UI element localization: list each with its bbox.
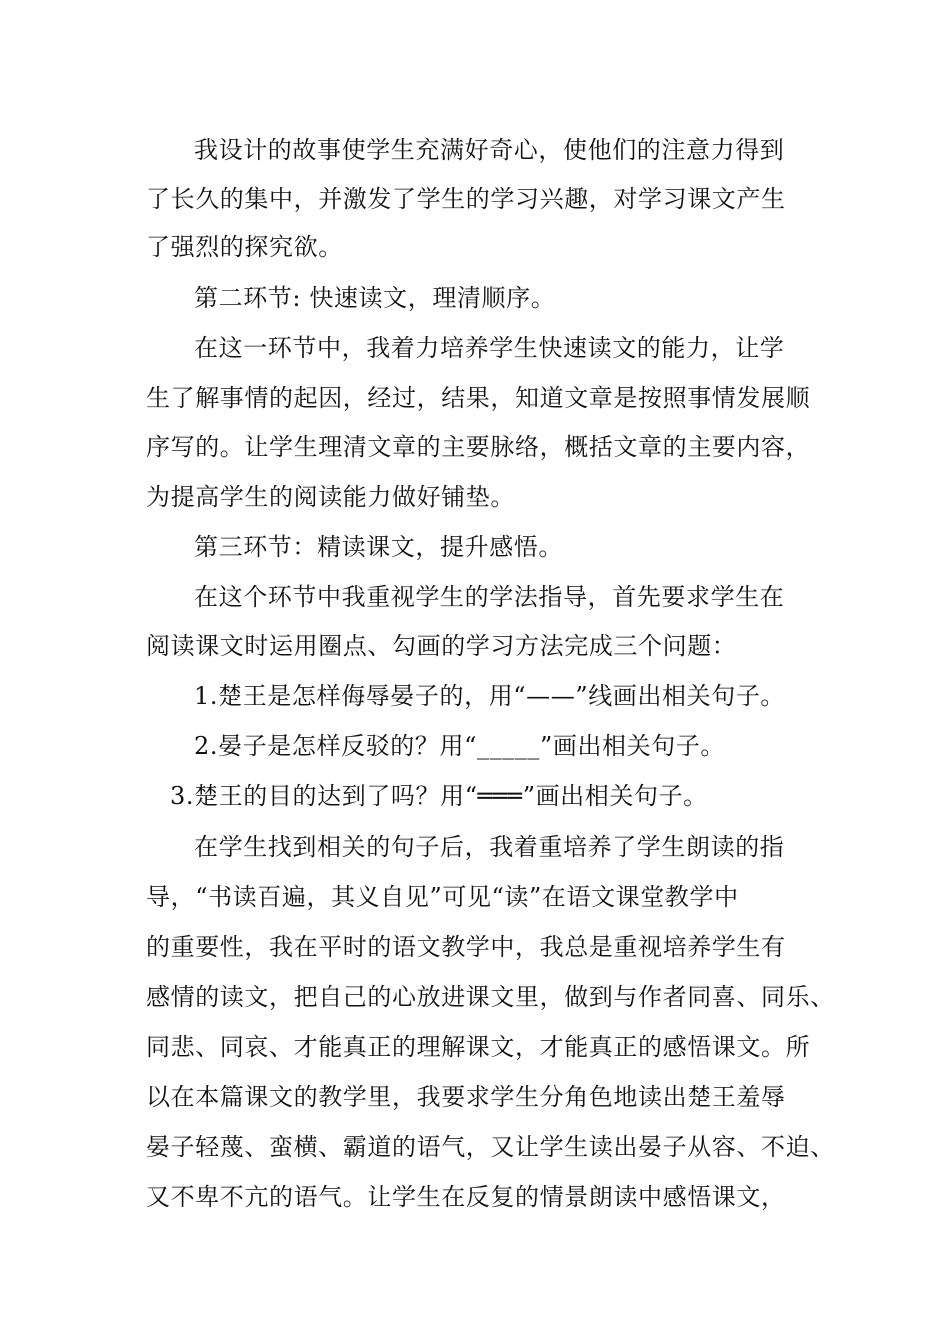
- paragraph-line: 为提高学生的阅读能力做好铺垫。: [146, 483, 515, 511]
- section-heading: 第二环节: 快速读文，理清顺序。: [194, 284, 556, 312]
- paragraph-line: 晏子轻蔑、蛮横、霸道的语气，又让学生读出晏子从容、不迫、: [146, 1133, 835, 1161]
- question-item: 3.楚王的目的达到了吗？用“═══”画出相关句子。: [170, 782, 708, 810]
- paragraph-line: 在这个环节中我重视学生的学法指导，首先要求学生在: [194, 583, 785, 611]
- paragraph-line: 感情的读文，把自己的心放进课文里，做到与作者同喜、同乐、: [146, 983, 835, 1011]
- paragraph-line: 阅读课文时运用圈点、勾画的学习方法完成三个问题：: [146, 632, 737, 660]
- paragraph-line: 在这一环节中，我着力培养学生快速读文的能力，让学: [194, 334, 785, 362]
- paragraph-line: 我设计的故事使学生充满好奇心，使他们的注意力得到: [194, 136, 785, 164]
- paragraph-line: 的重要性，我在平时的语文教学中，我总是重视培养学生有: [146, 933, 786, 961]
- paragraph-line: 了长久的集中，并激发了学生的学习兴趣，对学习课文产生: [146, 185, 786, 213]
- question-item: 2.晏子是怎样反驳的？用“_____”画出相关句子。: [194, 732, 726, 760]
- paragraph-line: 以在本篇课文的教学里，我要求学生分角色地读出楚王羞辱: [146, 1083, 786, 1111]
- section-heading: 第三环节：精读课文，提升感悟。: [194, 533, 563, 561]
- paragraph-line: 又不卑不亢的语气。让学生在反复的情景朗读中感悟课文，: [146, 1183, 786, 1211]
- paragraph-line: 同悲、同哀、才能真正的理解课文，才能真正的感悟课文。所: [146, 1033, 811, 1061]
- paragraph-line: 在学生找到相关的句子后，我着重培养了学生朗读的指: [194, 833, 785, 861]
- question-item: 1.楚王是怎样侮辱晏子的，用“——”线画出相关句子。: [194, 682, 786, 710]
- paragraph-line: 序写的。让学生理清文章的主要脉络，概括文章的主要内容，: [146, 433, 811, 461]
- paragraph-line: 导，“书读百遍，其义自见”可见“读”在语文课堂教学中: [146, 883, 739, 911]
- paragraph-line: 生了解事情的起因，经过，结果，知道文章是按照事情发展顺: [146, 384, 811, 412]
- paragraph-line: 了强烈的探究欲。: [146, 233, 343, 261]
